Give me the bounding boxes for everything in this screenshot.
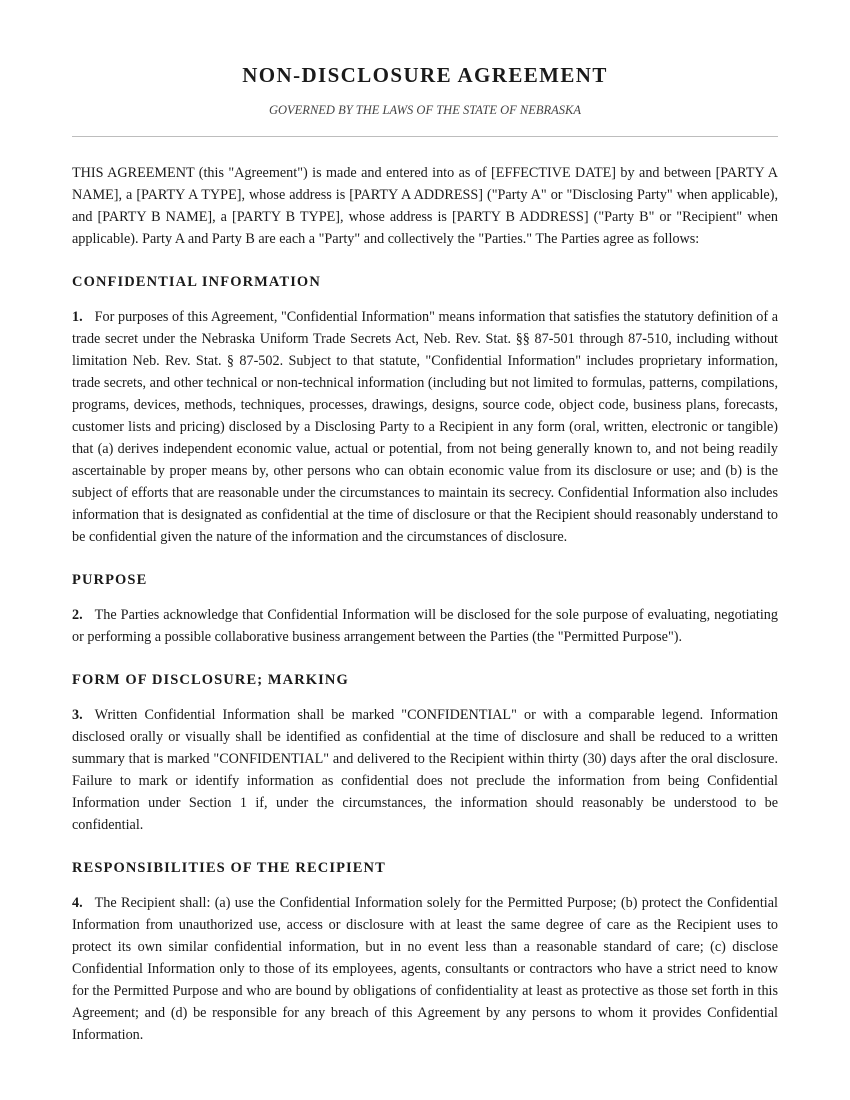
section-number: 3. bbox=[72, 707, 83, 723]
document-subtitle: GOVERNED BY THE LAWS OF THE STATE OF NEBRASKA bbox=[268, 103, 582, 117]
section-number: 4. bbox=[72, 895, 83, 911]
section-heading-form-of-disclosure: FORM OF DISCLOSURE; MARKING bbox=[72, 672, 349, 688]
section-text: The Recipient shall: (a) use the Confidential Information solely for the Permitted Purpose; (b) protect the Confidential Information from unauthorized use, access or disclosure with at least the same degree of care as the Recipient uses to protect its own similar confidential information, but in no event less than a reasonable standard of care; (c) disclose Confidential Information only to those of its employees, agents, consultants or contractors who have a strict need to know for the Permitted Purpose and who are bound by obligations of confidentiality at least as protective as those set forth in this Agreement; and (d) be responsible for any breach of this Agreement by any persons to whom it provides Confidential Information. bbox=[72, 895, 778, 1043]
document-title: NON-DISCLOSURE AGREEMENT bbox=[242, 63, 608, 87]
section-paragraph-4 bbox=[72, 892, 778, 1046]
section-text: The Parties acknowledge that Confidential Information will be disclosed for the sole purpose of evaluating, negotiating or performing a possible collaborative business arrangement between the Parties (the "Permitted Purpose"). bbox=[72, 607, 778, 645]
section-number: 2. bbox=[72, 607, 83, 623]
title-divider bbox=[72, 136, 778, 137]
document-page bbox=[72, 0, 778, 1046]
section-heading-purpose: PURPOSE bbox=[72, 572, 148, 588]
section-paragraph-1 bbox=[72, 306, 778, 548]
section-number: 1. bbox=[72, 309, 83, 325]
section-heading-confidential-information: CONFIDENTIAL INFORMATION bbox=[72, 274, 321, 290]
section-text: For purposes of this Agreement, "Confidential Information" means information that satisfies the statutory definition of a trade secret under the Nebraska Uniform Trade Secrets Act, Neb. Rev. Stat. §§ 87-501 through 87-510, including without limitation Neb. Rev. Stat. § 87-502. Subject to that statute, "Confidential Information" includes proprietary information, trade secrets, and other technical or non-technical information (including but not limited to formulas, patterns, compilations, programs, devices, methods, techniques, processes, drawings, designs, source code, object code, business plans, forecasts, customer lists and pricing) disclosed by a Disclosing Party to a Recipient in any form (oral, written, electronic or tangible) that (a) derives independent economic value, actual or potential, from not being generally known to, and not being readily ascertainable by proper means by, other persons who can obtain economic value from its disclosure or use; and (b) is the subject of efforts that are reasonable under the circumstances to maintain its secrecy. Confidential Information also includes information that is designated as confidential at the time of disclosure or that the Recipient should reasonably understand to be confidential given the nature of the information and the circumstances of disclosure. bbox=[72, 309, 778, 545]
section-text: Written Confidential Information shall be marked "CONFIDENTIAL" or with a comparable legend. Information disclosed orally or visually shall be identified as confidential at the time of disclosure and shall be reduced to a written summary that is marked "CONFIDENTIAL" and delivered to the Recipient within thirty (30) days after the oral disclosure. Failure to mark or identify information as confidential does not preclude the information from being Confidential Information under Section 1 if, under the circumstances, the information should reasonably be understood to be confidential. bbox=[72, 707, 778, 833]
section-paragraph-2 bbox=[72, 604, 778, 648]
section-paragraph-3 bbox=[72, 704, 778, 836]
intro-paragraph: THIS AGREEMENT (this "Agreement") is made and entered into as of [EFFECTIVE DATE] by and between [PARTY A NAME], a [PARTY A TYPE], whose address is [PARTY A ADDRESS] ("Party A" or "Disclosing Party" when applicable), and [PARTY B NAME], a [PARTY B TYPE], whose address is [PARTY B ADDRESS] ("Party B" or "Recipient" when applicable). Party A and Party B are each a "Party" and collectively the "Parties." The Parties agree as follows: bbox=[72, 165, 778, 247]
section-heading-responsibilities: RESPONSIBILITIES OF THE RECIPIENT bbox=[72, 860, 386, 876]
